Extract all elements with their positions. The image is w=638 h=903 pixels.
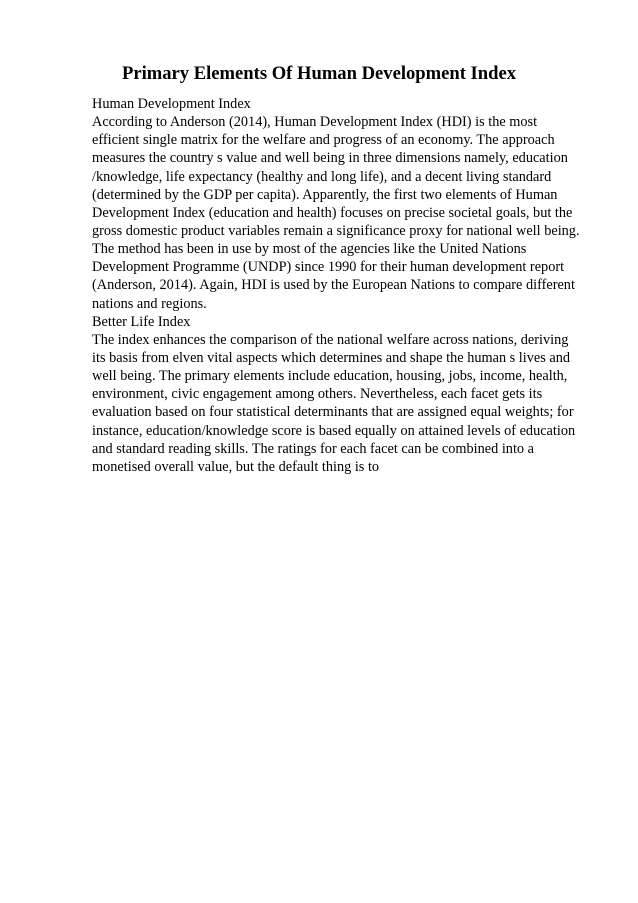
document-title: Primary Elements Of Human Development Index (121, 63, 517, 84)
section-heading-hdi: Human Development Index (92, 96, 251, 112)
text-line: The method has been in use by most of the agencies like the United Nations (92, 241, 527, 258)
text-line: Development Programme (UNDP) since 1990 for their human development report (92, 259, 565, 276)
text-line: measures the country s value and well being in three dimensions namely, education (92, 150, 568, 167)
text-line: The index enhances the comparison of the national welfare across nations, deriving (92, 331, 569, 348)
text-line: instance, education/knowledge score is based equally on attained levels of education (92, 422, 576, 439)
text-line: monetised overall value, but the default thing is to (92, 458, 380, 475)
text-line: efficient single matrix for the welfare and progress of an economy. The approach (92, 132, 555, 149)
text-line: (determined by the GDP per capita). Apparently, the first two elements of Human (92, 186, 558, 203)
text-line: gross domestic product variables remain a significance proxy for national well being. (92, 222, 580, 239)
text-line: its basis from elven vital aspects which determines and shape the human s lives and (92, 349, 571, 366)
text-line: environment, civic engagement among others. Nevertheless, each facet gets its (92, 386, 543, 403)
text-line: evaluation based on four statistical determinants that are assigned equal weights; for (92, 404, 574, 421)
text-line: nations and regions. (92, 295, 207, 312)
document-body (92, 95, 602, 476)
section-heading-better-life-index: Better Life Index (92, 313, 191, 330)
text-line: Development Index (education and health) focuses on precise societal goals, but the (92, 204, 573, 221)
text-line: /knowledge, life expectancy (healthy and long life), and a decent living standard (92, 168, 552, 185)
text-line: well being. The primary elements include education, housing, jobs, income, health, (92, 368, 568, 385)
text-line: and standard reading skills. The ratings for each facet can be combined into a (92, 440, 534, 457)
text-line: (Anderson, 2014). Again, HDI is used by the European Nations to compare different (92, 277, 575, 294)
text-line: According to Anderson (2014), Human Development Index (HDI) is the most (92, 114, 538, 131)
